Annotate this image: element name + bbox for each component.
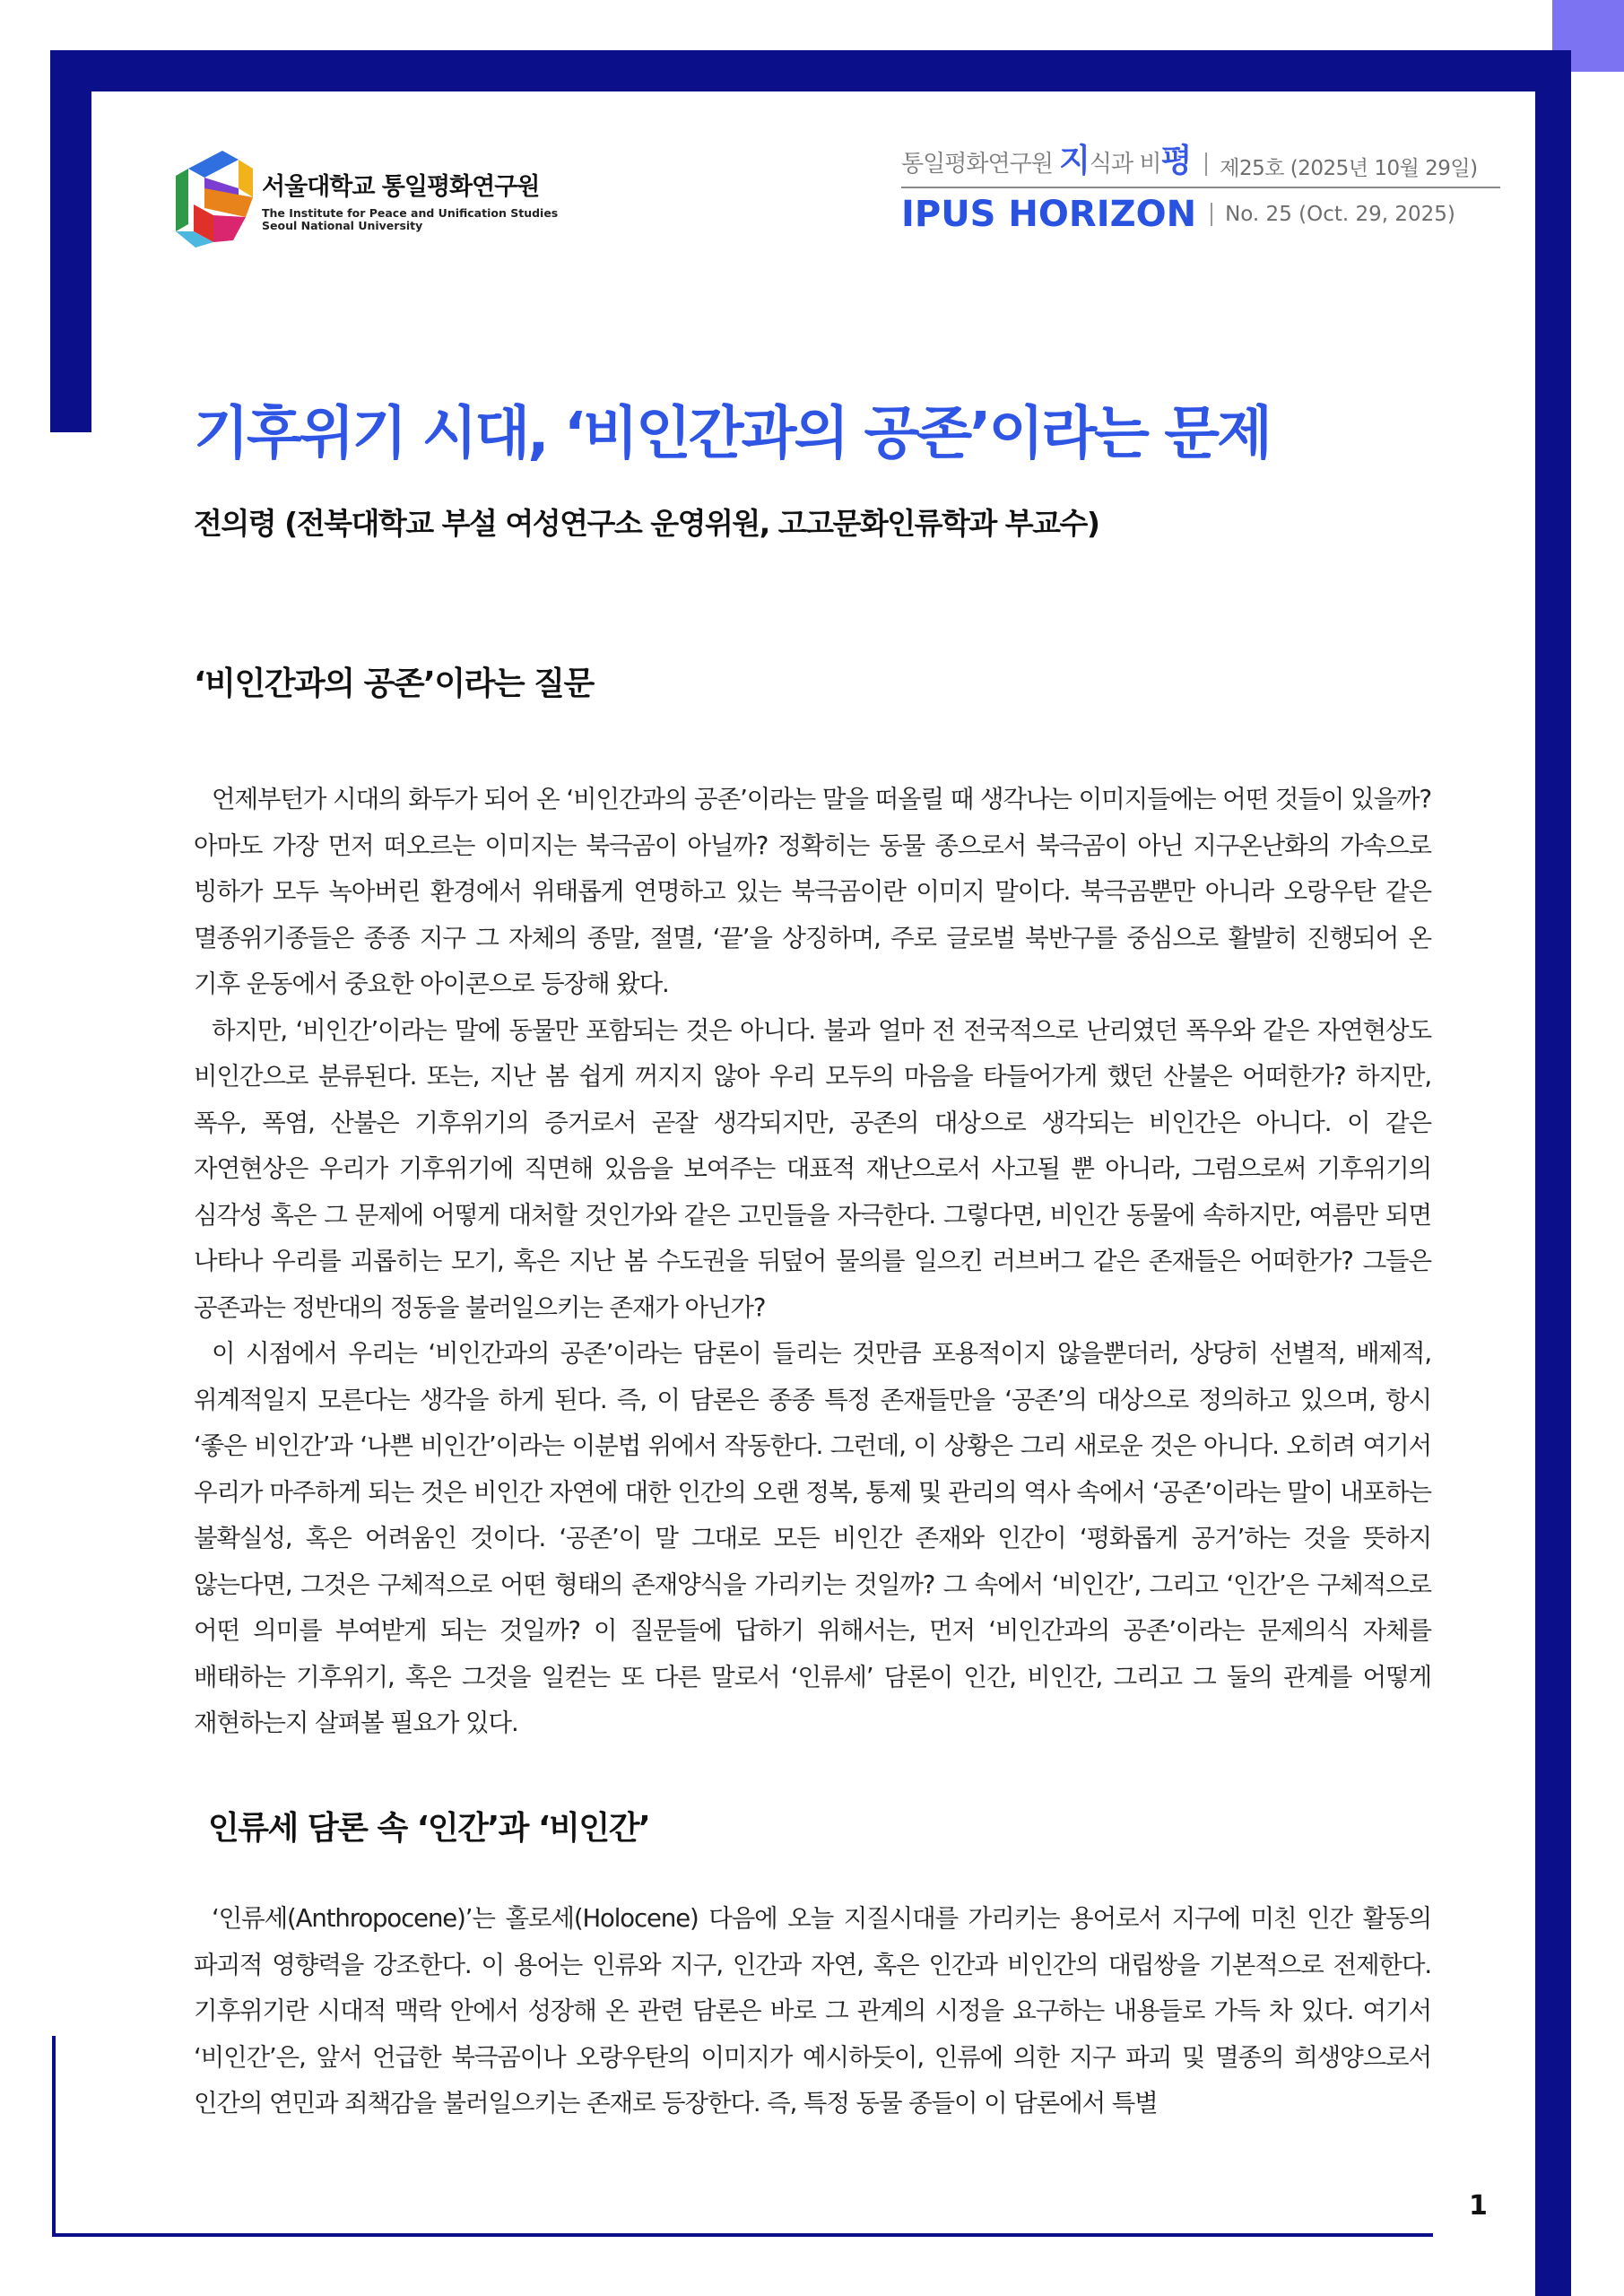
institute-name-ko: 서울대학교 통일평화연구원 [262, 173, 540, 201]
section-heading: ‘비인간과의 공존’이라는 질문 [194, 665, 594, 702]
masthead-rule [901, 187, 1500, 188]
masthead-divider [1205, 152, 1207, 176]
paragraph: 이 시점에서 우리는 ‘비인간과의 공존’이라는 담론이 들리는 것만큼 포용적이지 않을뿐더러, 상당히 선별적, 배제적, 위계적일지 모른다는 생각을 하게 된다. 즉, 이 담론은 종종 특정 존재들만을 ‘공존’의 대상으로 정의하고 있으며, 항시 ‘좋은 비인간’과 ‘나쁜 비인간’이라는 이분법 위에서 작동한다. 그런데, 이 상황은 그리 새로운 것은 아니다. 오히려 여기서 우리가 마주하게 되는 것은 비인간 자연에 대한 인간의 오랜 정복, 통제 및 관리의 역사 속에서 ‘공존’이라는 말이 내포하는 불확실성, 혹은 어려움인 것이다. ‘공존’이 말 그대로 모든 비인간 존재와 인간이 ‘평화롭게 공거’하는 것을 뜻하지 않는다면, 그것은 구체적으로 어떤 형태의 존재양식을 가리키는 것일까? 그 속에서 ‘비인간’, 그리고 ‘인간’은 구체적으로 어떤 의미를 부여받게 되는 것일까? 이 질문들에 답하기 위해서는, 먼저 ‘비인간과의 공존’이라는 문제의식 자체를 배태하는 기후위기, 혹은 그것을 일컫는 또 다른 말로서 ‘인류세’ 담론이 인간, 비인간, 그리고 그 둘의 관계를 어떻게 재현하는지 살펴볼 필요가 있다. [194, 1339, 1431, 1737]
section-body [194, 777, 1431, 1747]
frame-left-bar [50, 50, 91, 432]
brand-title: IPUS HORIZON [901, 194, 1197, 235]
paragraph: 언제부턴가 시대의 화두가 되어 온 ‘비인간과의 공존’이라는 말을 떠올릴 때 생각나는 이미지들에는 어떤 것들이 있을까? 아마도 가장 먼저 떠오르는 이미지는 북극곰이 아닐까? 정확히는 동물 종으로서 북극곰이 아닌 지구온난화의 가속으로 빙하가 모두 녹아버린 환경에서 위태롭게 연명하고 있는 북극곰이란 이미지 말이다. 북극곰뿐만 아니라 오랑우탄 같은 멸종위기종들은 종종 지구 그 자체의 종말, 절멸, ‘끝’을 상징하며, 주로 글로벌 북반구를 중심으로 활발히 진행되어 온 기후 운동에서 중요한 아이콘으로 등장해 왔다. [194, 785, 1431, 998]
page-number: 1 [1469, 2190, 1488, 2222]
section-body [194, 1896, 1431, 2127]
article-title: 기후위기 시대, ‘비인간과의 공존’이라는 문제 [194, 401, 1270, 467]
article-author: 전의령 (전북대학교 부설 여성연구소 운영위원, 고고문화인류학과 부교수) [194, 506, 1099, 541]
footer-frame-horizontal [52, 2233, 1433, 2237]
ipus-logo-icon [160, 145, 258, 249]
masthead [901, 136, 1502, 235]
frame-top-bar [50, 50, 1571, 91]
masthead-divider [1211, 203, 1212, 226]
institute-name-en: The Institute for Peace and Unification Studies [262, 206, 559, 220]
university-name-en: Seoul National University [262, 219, 423, 232]
issue-number-en: No. 25 (Oct. 29, 2025) [1225, 203, 1455, 226]
issue-number-ko: 제25호 (2025년 10월 29일) [1220, 157, 1478, 180]
paragraph: ‘인류세(Anthropocene)’는 홀로세(Holocene) 다음에 오늘 지질시대를 가리키는 용어로서 지구에 미친 인간 활동의 파괴적 영향력을 강조한다. 이 용어는 인류와 지구, 인간과 자연, 혹은 인간과 비인간의 대립쌍을 기본적으로 전제한다. 기후위기란 시대적 맥락 안에서 성장해 온 관련 담론은 바로 그 관계의 시정을 요구하는 내용들로 가득 차 있다. 여기서 ‘비인간’은, 앞서 언급한 북극곰이나 오랑우탄의 이미지가 예시하듯이, 인류에 의한 지구 파괴 및 멸종의 희생양으로서 인간의 연민과 죄책감을 불러일으키는 존재로 등장한다. 즉, 특정 동물 종들이 이 담론에서 특별 [194, 1904, 1431, 2118]
section-heading: 인류세 담론 속 ‘인간’과 ‘비인간’ [208, 1810, 650, 1847]
series-name: 통일평화연구원 지식과 비평 [901, 143, 1192, 179]
paragraph: 하지만, ‘비인간’이라는 말에 동물만 포함되는 것은 아니다. 불과 얼마 전 전국적으로 난리였던 폭우와 같은 자연현상도 비인간으로 분류된다. 또는, 지난 봄 쉽게 꺼지지 않아 우리 모두의 마음을 타들어가게 했던 산불은 어떠한가? 하지만, 폭우, 폭염, 산불은 기후위기의 증거로서 곧잘 생각되지만, 공존의 대상으로 생각되는 비인간은 아니다. 이 같은 자연현상은 우리가 기후위기에 직면해 있음을 보여주는 대표적 재난으로서 사고될 뿐 아니라, 그럼으로써 기후위기의 심각성 혹은 그 문제에 어떻게 대처할 것인가와 같은 고민들을 자극한다. 그렇다면, 비인간 동물에 속하지만, 여름만 되면 나타나 우리를 괴롭히는 모기, 혹은 지난 봄 수도권을 뒤덮어 물의를 일으킨 러브버그 같은 존재들은 어떠한가? 그들은 공존과는 정반대의 정동을 불러일으키는 존재가 아닌가? [194, 1015, 1431, 1322]
frame-right-bar [1535, 50, 1571, 2296]
footer-frame-vertical [52, 2036, 56, 2237]
